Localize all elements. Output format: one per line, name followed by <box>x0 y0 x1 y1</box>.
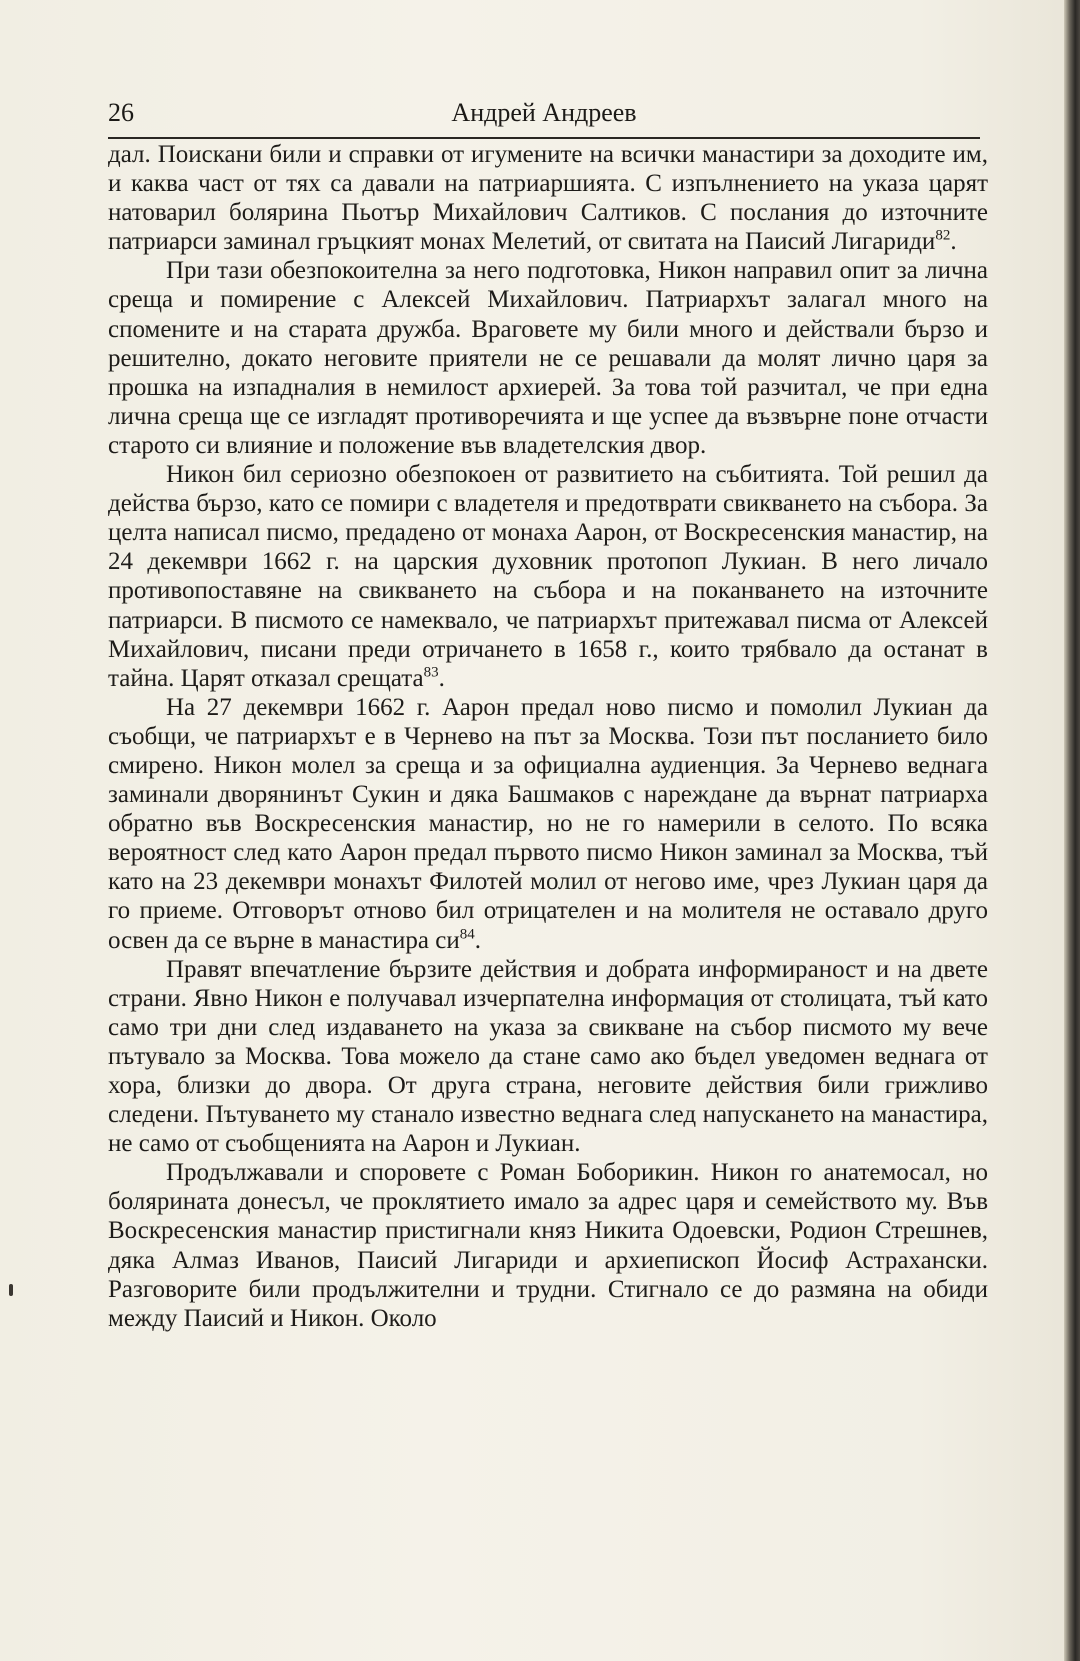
footnote-ref: 83 <box>423 664 439 681</box>
paragraph <box>108 955 988 1159</box>
paragraph <box>108 1158 988 1333</box>
paragraph: На 27 декември 1662 г. Аарон предал ново писмо и помолил Лукиан да съобщи, че патриархът е в Чернево на път за Москва. Този път посланието било смирено. Никон молел за среща и за официална аудиенция. За Чернево веднага заминали дворянинът Сукин и дяка Башмаков с нареждане да върнат патриарха обратно във Воскресенския манастир, но не го намерили в селото. По всяка вероятност след като Аарон предал първото писмо Никон заминал за Москва, тъй като на 23 декември монахът Филотей молил от негово име, чрез Лукиан царя да го приеме. Отговорът отново бил отрицателен и на молителя не оставало друго освен да се върне в манастира $си^{84}$. <box>108 693 988 954</box>
footnote-ref: 84 <box>459 926 475 943</box>
paragraph-text: Продължавали и споровете с Роман Боборикин. Никон го анатемосал, но болярината донесъл, че проклятието имало за адрес царя и семейството му. Във Воскресенския манастир пристигнали княз Никита Одоевски, Родион Стрешнев, дяка Алмаз Иванов, Паисий Лигариди и архиепископ Йосиф Астрахански. Разговорите били продължителни и трудни. Стигнало се до размяна на обиди между Паисий и Никон. Около <box>108 1159 988 1332</box>
book-spine-shadow <box>1064 0 1080 1661</box>
paragraph <box>108 256 988 460</box>
margin-mark <box>9 1284 13 1296</box>
body-text <box>108 140 988 1333</box>
paragraph-text: дал. Поискани били и справки от игумените на всички манастири за доходите им, и каква част от тях са давали на патриаршията. С изпълнението на указа царят натоварил болярина Пьотър Михайлович Салтиков. С послания до източните патриарси заминал гръцкият монах Мелетий, от свитата на Паисий Лигариди <box>108 141 988 256</box>
paragraph: дал. Поискани били и справки от игумените на всички манастири за доходите им, и каква част от тях са давали на патриаршията. С изпълнението на указа царят натоварил болярина Пьотър Михайлович Салтиков. С послания до източните патриарси заминал гръцкият монах Мелетий, от свитата на Паисий Лигариди$^{82}$. <box>108 141 988 256</box>
running-head-author: Андрей Андреев <box>451 98 637 127</box>
paragraph-text: На 27 декември 1662 г. Аарон предал ново писмо и помолил Лукиан да съобщи, че патриархът е в Чернево на път за Москва. Този път посланието било смирено. Никон молел за среща и за официална аудиенция. За Чернево веднага заминали дворянинът Сукин и дяка Башмаков с нареждане да върнат патриарха обратно във Воскресенския манастир, но не го намерили в селото. По всяка вероятност след като Аарон предал първото писмо Никон заминал за Москва, тъй като на 23 декември монахът Филотей молил от негово име, чрез Лукиан царя да го приеме. Отговорът отново бил отрицателен и на молителя не оставало друго освен да се върне в манастира си <box>108 693 988 954</box>
paragraph-text: Никон бил сериозно обезпокоен от развитието на събитията. Той решил да действа бързо, като се помири с владетеля и предотврати свикването на събора. За целта написал писмо, предадено от монаха Аарон, от Воскресенския манастир, на 24 декември 1662 г. на царския духовник протопоп Лукиан. В него личало противопоставяне на свикването на събора и на поканването на източните патриарси. В писмото се намеквало, че патриархът притежавал писма от Алексей Михайлович, писани преди отричането в 1658 г., които трябвало да останат в тайна. Царят отказал срещата <box>108 461 988 692</box>
footnote-ref: 82 <box>935 227 951 244</box>
page-number: 26 <box>108 98 134 127</box>
paragraph: Никон бил сериозно обезпокоен от развитието на събитията. Той решил да действа бързо, като се помири с владетеля и предотврати свикването на събора. За целта написал писмо, предадено от монаха Аарон, от Воскресенския манастир, на 24 декември 1662 г. на царския духовник протопоп Лукиан. В него личало противопоставяне на свикването на събора и на поканването на източните патриарси. В писмото се намеквало, че патриархът притежавал писма от Алексей Михайлович, писани преди отричането в 1658 г., които трябвало да останат в тайна. Царят отказал срещата$^{83}$. <box>108 461 988 692</box>
page-header <box>108 96 980 132</box>
paragraph-text: Правят впечатление бързите действия и добрата информираност и на двете страни. Явно Никон е получавал изчерпателна информация от столицата, тъй като само три дни след издаването на указа за свикване на събор писмото му вече пътувало за Москва. Това можело да стане само ако бъдел уведомен веднага от хора, близки до двора. От друга страна, неговите действия били грижливо следени. Пътуването му станало известно веднага след напускането на манастира, не само от съобщенията на Аарон и Лукиан. <box>108 955 988 1158</box>
paragraph-text: При тази обезпокоителна за него подготовка, Никон направил опит за лична среща и помирение с Алексей Михайлович. Патриархът залагал много на спомените и на старата дружба. Враговете му били много и действали бързо и решително, докато неговите приятели не се решавали да молят лично царя за прошка на изпадналия в немилост архиерей. За това той разчитал, че при една лична среща ще се изгладят противоречията и ще успее да възвърне поне отчасти старото си влияние и положение във владетелския двор. <box>108 257 988 459</box>
header-rule <box>108 137 980 139</box>
